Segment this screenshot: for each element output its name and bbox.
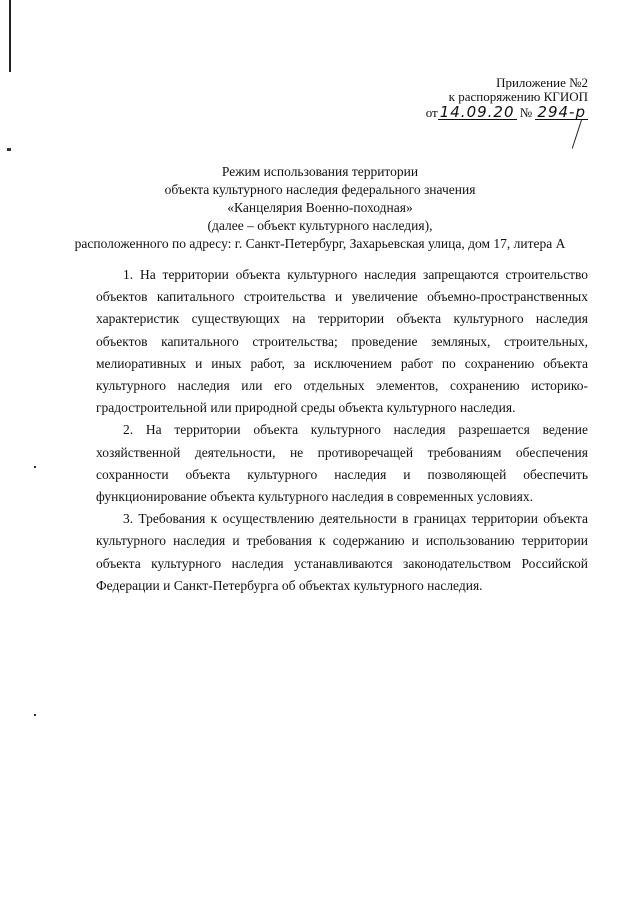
annex-order-ref: к распоряжению КГИОП — [448, 89, 588, 104]
document-title — [0, 163, 640, 253]
date-prefix: от — [425, 105, 438, 120]
annex-title: Приложение №2 — [496, 75, 588, 90]
scan-edge-line — [9, 0, 11, 72]
paragraph-1: 1. На территории объекта культурного наследия запрещаются строительство объектов капитального строительства и увеличение объемно-пространственных характеристик существующих на территории объекта культурного наследия объектов капитального строительства; проведение земляных, строительных, мелиоративных и иных работ, за исключением работ по сохранению объекта культурного наследия или его отдельных элементов, сохранению историко-градостроительной или природной среды объекта культурного наследия. — [96, 267, 588, 416]
handwritten-date: 14.09.20 — [439, 103, 515, 121]
scan-mark — [34, 466, 36, 468]
title-line-5: расположенного по адресу: г. Санкт-Петербург, Захарьевская улица, дом 17, литера А — [74, 236, 566, 251]
pen-stroke — [572, 120, 582, 149]
title-line-4: (далее – объект культурного наследия), — [207, 218, 433, 233]
scan-mark — [34, 714, 36, 716]
number-prefix: № — [519, 105, 533, 120]
scan-mark — [7, 148, 11, 151]
title-line-2: объекта культурного наследия федерального значения — [164, 182, 476, 197]
annex-header — [328, 76, 588, 120]
paragraph-2: 2. На территории объекта культурного наследия разрешается ведение хозяйственной деятельности, не противоречащей требованиям обеспечения сохранности объекта культурного наследия и позволяющей обеспечить функционирование объекта культурного наследия в современных условиях. — [96, 422, 588, 505]
title-line-3: «Канцелярия Военно-походная» — [227, 200, 413, 215]
annex-date-number — [328, 105, 588, 120]
handwritten-number: 294-р — [537, 103, 586, 121]
paragraph-3: 3. Требования к осуществлению деятельности в границах территории объекта культурного наследия и требования к содержанию и использованию территории объекта культурного наследия устанавливаются законодательством Российской Федерации и Санкт-Петербурга об объектах культурного наследия. — [96, 511, 588, 593]
title-line-1: Режим использования территории — [221, 164, 419, 179]
document-body — [96, 264, 588, 597]
